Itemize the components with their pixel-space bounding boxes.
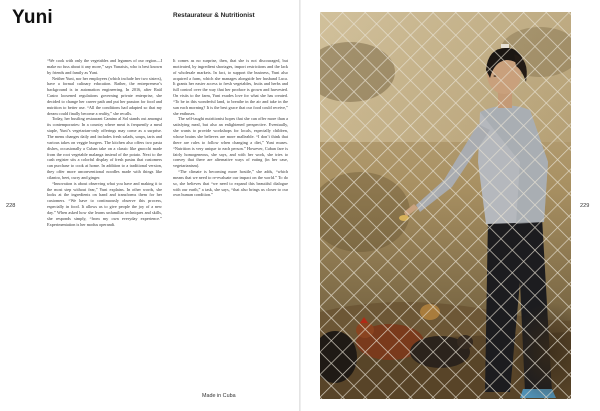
paragraph: “The climate is becoming more hostile,” she adds, “which means that we need to re-evaluate our impact on the world.” To do so, she believes that “we need to expand this beautiful dialogue with our earth,” a task, she says, “that also brings us closer to our own human condition.” — [173, 169, 288, 198]
paragraph: The self-taught nutritionist hopes that she can offer more than a satisfying meal, but also an enlightened perspective. Eventually, she wants to provide workshops for locals, especially children, whose brains she believes are more malleable. “I don’t think that there are rules to follow when changing a diet,” Yuni muses. “Nutrition is very unique to each person.” However, Cuban fare is fairly homogeneous, she says, and with her work, she tries to convey that there are alternative ways of eating (in her case, vegetarianism). — [173, 116, 288, 169]
page-number-left: 228 — [6, 203, 16, 209]
page-gutter — [299, 0, 301, 411]
photo-illustration — [320, 12, 571, 399]
paragraph: Today, her bustling restaurant Camino al Sol stands out amongst its contemporaries: In a country where meat is frequently a meal staple, Yuni’s vegetarian-only offerings may come as a surprise. The menu changes daily and includes fresh salads, soups, tarts and various takes on veggie burgers. The kitchen also offers two pasta dishes, occasionally a Cuban take on a classic like gnocchi made from the root vegetable malanga instead of the potato. Next to the cash register sits a colorful display of fresh pastas that customers can purchase to cook at home. In addition to a traditional version, they offer more unconventional noodles made with things like cilantro, beet, curry and ginger. — [47, 116, 162, 180]
portrait-photo — [320, 12, 571, 399]
body-column-left — [47, 58, 162, 227]
paragraph: “We cook with only the vegetables and legumes of our region—I make no fuss about it any more,” says Yunaisis, who is best known by friends and family as Yuni. — [47, 58, 162, 75]
paragraph: It comes as no surprise, then, that she is not discouraged, but motivated, by ingredient shortages, import restrictions and the lack of wholesale markets. In fact, to support the business, Yuni also acquired a farm, which she manages alongside her husband Luca. It grants her easier access to fresh vegetables, fruits and herbs and full control over the way that her produce is grown and harvested. On visits to the farm, Yuni exudes love for what she has created. “To be in this wonderful land, to breathe in the air and take in the sun each morning? It is the best grace that our food could receive,” she enthuses. — [173, 58, 288, 116]
paragraph: Neither Yuni, nor her employees (which include her two sisters), have a formal culinary education. Rather, the entrepreneur’s background is in automation engineering. In 2016, after Raúl Castro loosened regulations governing private enterprise, she decided to change her career path and put her passion for food and nutrition to better use. “All the conditions had adapted so that my dream could finally become a reality,” she recalls. — [47, 75, 162, 116]
paragraph: “Innovation is about observing what you have and making it to the most step without fear,” Yuni explains. In other words, she looks at the ingredients on hand and transforms them for her customers. “We have to continuously observe this process, especially in food. It allows us to give people the joy of a new day.” When asked how she learns unfamiliar techniques and skills, she responds simply, “from my own everyday experience.” Experimentation is her modus operandi. — [47, 180, 162, 227]
profile-role: Restaurateur & Nutritionist — [173, 12, 255, 19]
body-column-right — [173, 58, 288, 198]
profile-name: Yuni — [12, 7, 53, 28]
book-caption: Made in Cuba — [202, 393, 236, 399]
page-number-right: 229 — [580, 203, 590, 209]
